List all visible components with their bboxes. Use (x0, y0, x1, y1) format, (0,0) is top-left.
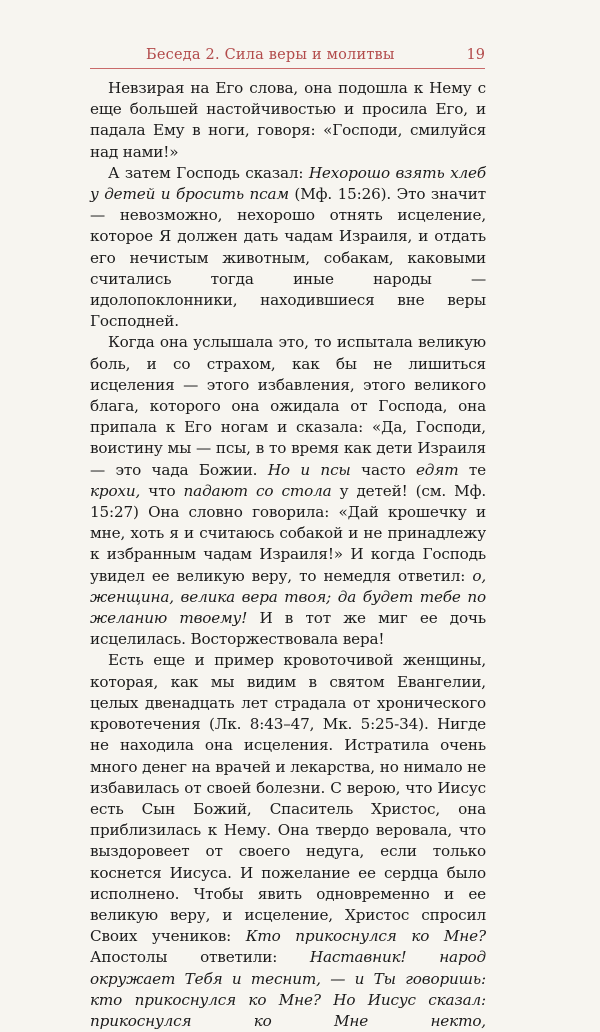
paragraph-4-text-a: Есть еще и пример кровоточивой женщины, которая, как мы видим в святом Евангелии, целых двенадцать лет страдала от хронического кровотечения (Лк. 8:43–47, Мк. 5:25-34). Нигде не находила она исцеления. Истратила очень много денег на врачей и лекарства, но нимало не избавилась от своей болезни. С верою, что Иисус есть Сын Божий, Спаситель Христос, она приблизилась к Нему. Она твердо веровала, что выздоровеет от своего недуга, если только коснется Иисуса. И пожелание ее сердца было исполнено. Чтобы явить одновременно и ее великую веру, и исцеление, Христос спросил Своих учеников: (90, 651, 486, 946)
paragraph-4-quote-b: Кто прикоснулся ко Мне? (245, 927, 486, 946)
running-title: Беседа 2. Сила веры и молитвы (146, 47, 395, 63)
paragraph-3-quote-d: едят (415, 460, 459, 479)
paragraph-1 (90, 78, 486, 163)
paragraph-4 (90, 650, 486, 1032)
paragraph-3-text-g: что (140, 481, 184, 500)
paragraph-3-text-i: у детей! (см. Мф. 15:27) Она словно говорила: «Дай крошечку и мне, хоть я и считаюсь собакой и не принадлежу к избранным чадам Израиля!» И когда Господь увидел ее великую веру, то немедля ответил: (90, 481, 486, 585)
paragraph-1-text: Невзирая на Его слова, она подошла к Нему с еще большей настойчивостью и просила Его, и падала Ему в ноги, говоря: «Господи, смилуйся над нами!» (90, 79, 486, 161)
paragraph-4-text-c: Апостолы ответили: (90, 948, 310, 967)
paragraph-2-text-c: (Мф. 15:26). Это значит — невозможно, нехорошо отнять исцеление, которое Я должен дать чадам Израиля, и отдать его нечистым животным, собакам, каковыми считались тогда иные народы — идолопоклонники, находившиеся вне веры Господней. (90, 185, 486, 331)
paragraph-3-quote-j: о, женщина, велика вера твоя; да будет тебе по желанию твоему! (90, 566, 486, 628)
body-text (90, 78, 486, 1032)
paragraph-3-quote-h: падают со стола (183, 481, 332, 500)
paragraph-3-text-a: Когда она услышала это, то испытала великую боль, и со страхом, как бы не лишиться исцеления — этого избавления, этого великого блага, которого она ожидала от Господа, она припала к Его ногам и сказала: «Да, Господи, воистину мы — псы, в то время как дети Израиля — это чада Божии. (90, 333, 486, 479)
running-header (90, 42, 485, 69)
paragraph-2 (90, 163, 486, 333)
page-number: 19 (466, 47, 485, 63)
paragraph-4-quote-d: Наставник! народ окружает Тебя и теснит, — и Ты говоришь: кто прикоснулся ко Мне? Но Иисус сказал: прикоснулся ко Мне некто, (90, 948, 486, 1030)
paragraph-3-text-c: часто (350, 460, 416, 479)
paragraph-2-quote: Нехорошо взять хлеб у детей и бросить псам (90, 163, 486, 204)
paragraph-3-quote-f: крохи, (90, 481, 141, 500)
paragraph-3-text-k: И в тот же миг ее дочь исцелилась. Восторжествовала вера! (90, 609, 486, 649)
paragraph-3 (90, 332, 486, 650)
paragraph-3-quote-b: Но и псы (267, 460, 351, 479)
paragraph-3-text-e: те (458, 460, 486, 479)
paragraph-2-text-a: А затем Господь сказал: (108, 163, 309, 182)
